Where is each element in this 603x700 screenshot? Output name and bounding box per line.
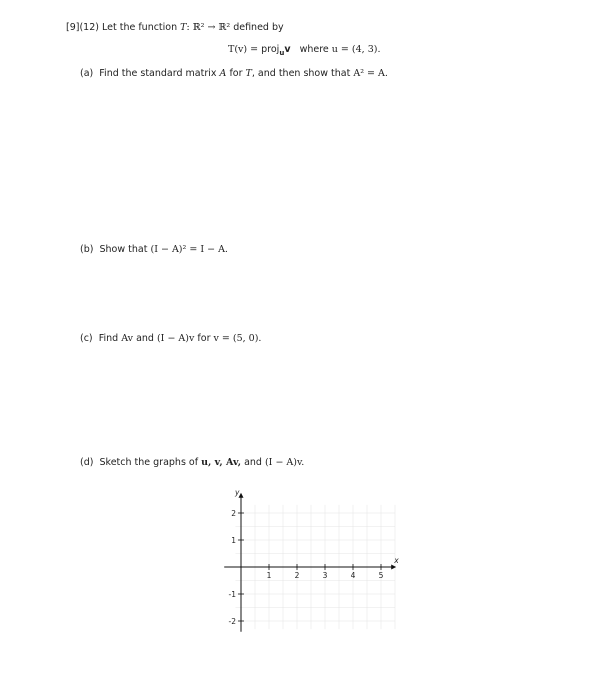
axes (224, 493, 396, 632)
part-d-label: (d) (80, 457, 94, 468)
part-c-text-1: Find (98, 333, 119, 344)
formula-lhs: T(v) = (228, 44, 259, 55)
part-a-matrix: A (219, 68, 227, 79)
x-tick-label: 2 (294, 571, 300, 580)
function-name: T (180, 22, 187, 33)
where-text: where (299, 44, 329, 55)
part-a-equation: A² = A. (353, 68, 388, 79)
part-c-text-2: and (136, 333, 154, 344)
function-domain: : ℝ² → ℝ² (186, 22, 231, 33)
part-c-av: Av (121, 333, 134, 344)
problem-number: [9](12) (66, 22, 99, 33)
u-definition: u = (4, 3). (331, 44, 381, 55)
part-c-label: (c) (80, 333, 93, 344)
part-c-text-3: for (197, 333, 211, 344)
part-b-equation: (I − A)² = I − A. (150, 244, 228, 255)
y-axis-label: y (235, 487, 240, 497)
part-a-label: (a) (80, 68, 94, 79)
defined-by-text: defined by (233, 22, 284, 33)
projection-argument: v (284, 44, 291, 55)
y-tick-label: -1 (228, 590, 236, 599)
part-b-label: (b) (80, 244, 94, 255)
part-c-v-definition: v = (5, 0). (213, 333, 262, 344)
x-tick-label: 3 (322, 571, 328, 580)
part-a-function: T (245, 68, 252, 79)
y-tick-label: -2 (228, 617, 236, 626)
problem-intro: Let the function (102, 22, 178, 33)
x-tick-label: 5 (378, 571, 384, 580)
x-tick-label: 4 (350, 571, 356, 580)
projection-operator: proj$_u$v (261, 44, 291, 57)
part-d-and: and (244, 457, 262, 468)
x-axis-arrow (391, 565, 396, 570)
part-c-iav: (I − A)v (156, 333, 195, 344)
y-tick-label: 2 (231, 509, 236, 518)
part-a-text-3: , and then show that (251, 68, 351, 79)
projection-subscript: u (279, 49, 285, 57)
x-axis-label: x (394, 556, 399, 565)
part-a-text-2: for (229, 68, 243, 79)
part-a-text-1: Find the standard matrix (99, 68, 217, 79)
part-d-text: Sketch the graphs of (99, 457, 199, 468)
x-tick-label: 1 (266, 571, 272, 580)
part-b-text: Show that (99, 244, 148, 255)
y-tick-label: 1 (231, 536, 236, 545)
part-d-vectors: u, v, Av, (201, 457, 242, 468)
part-d-iav: (I − A)v. (264, 457, 305, 468)
